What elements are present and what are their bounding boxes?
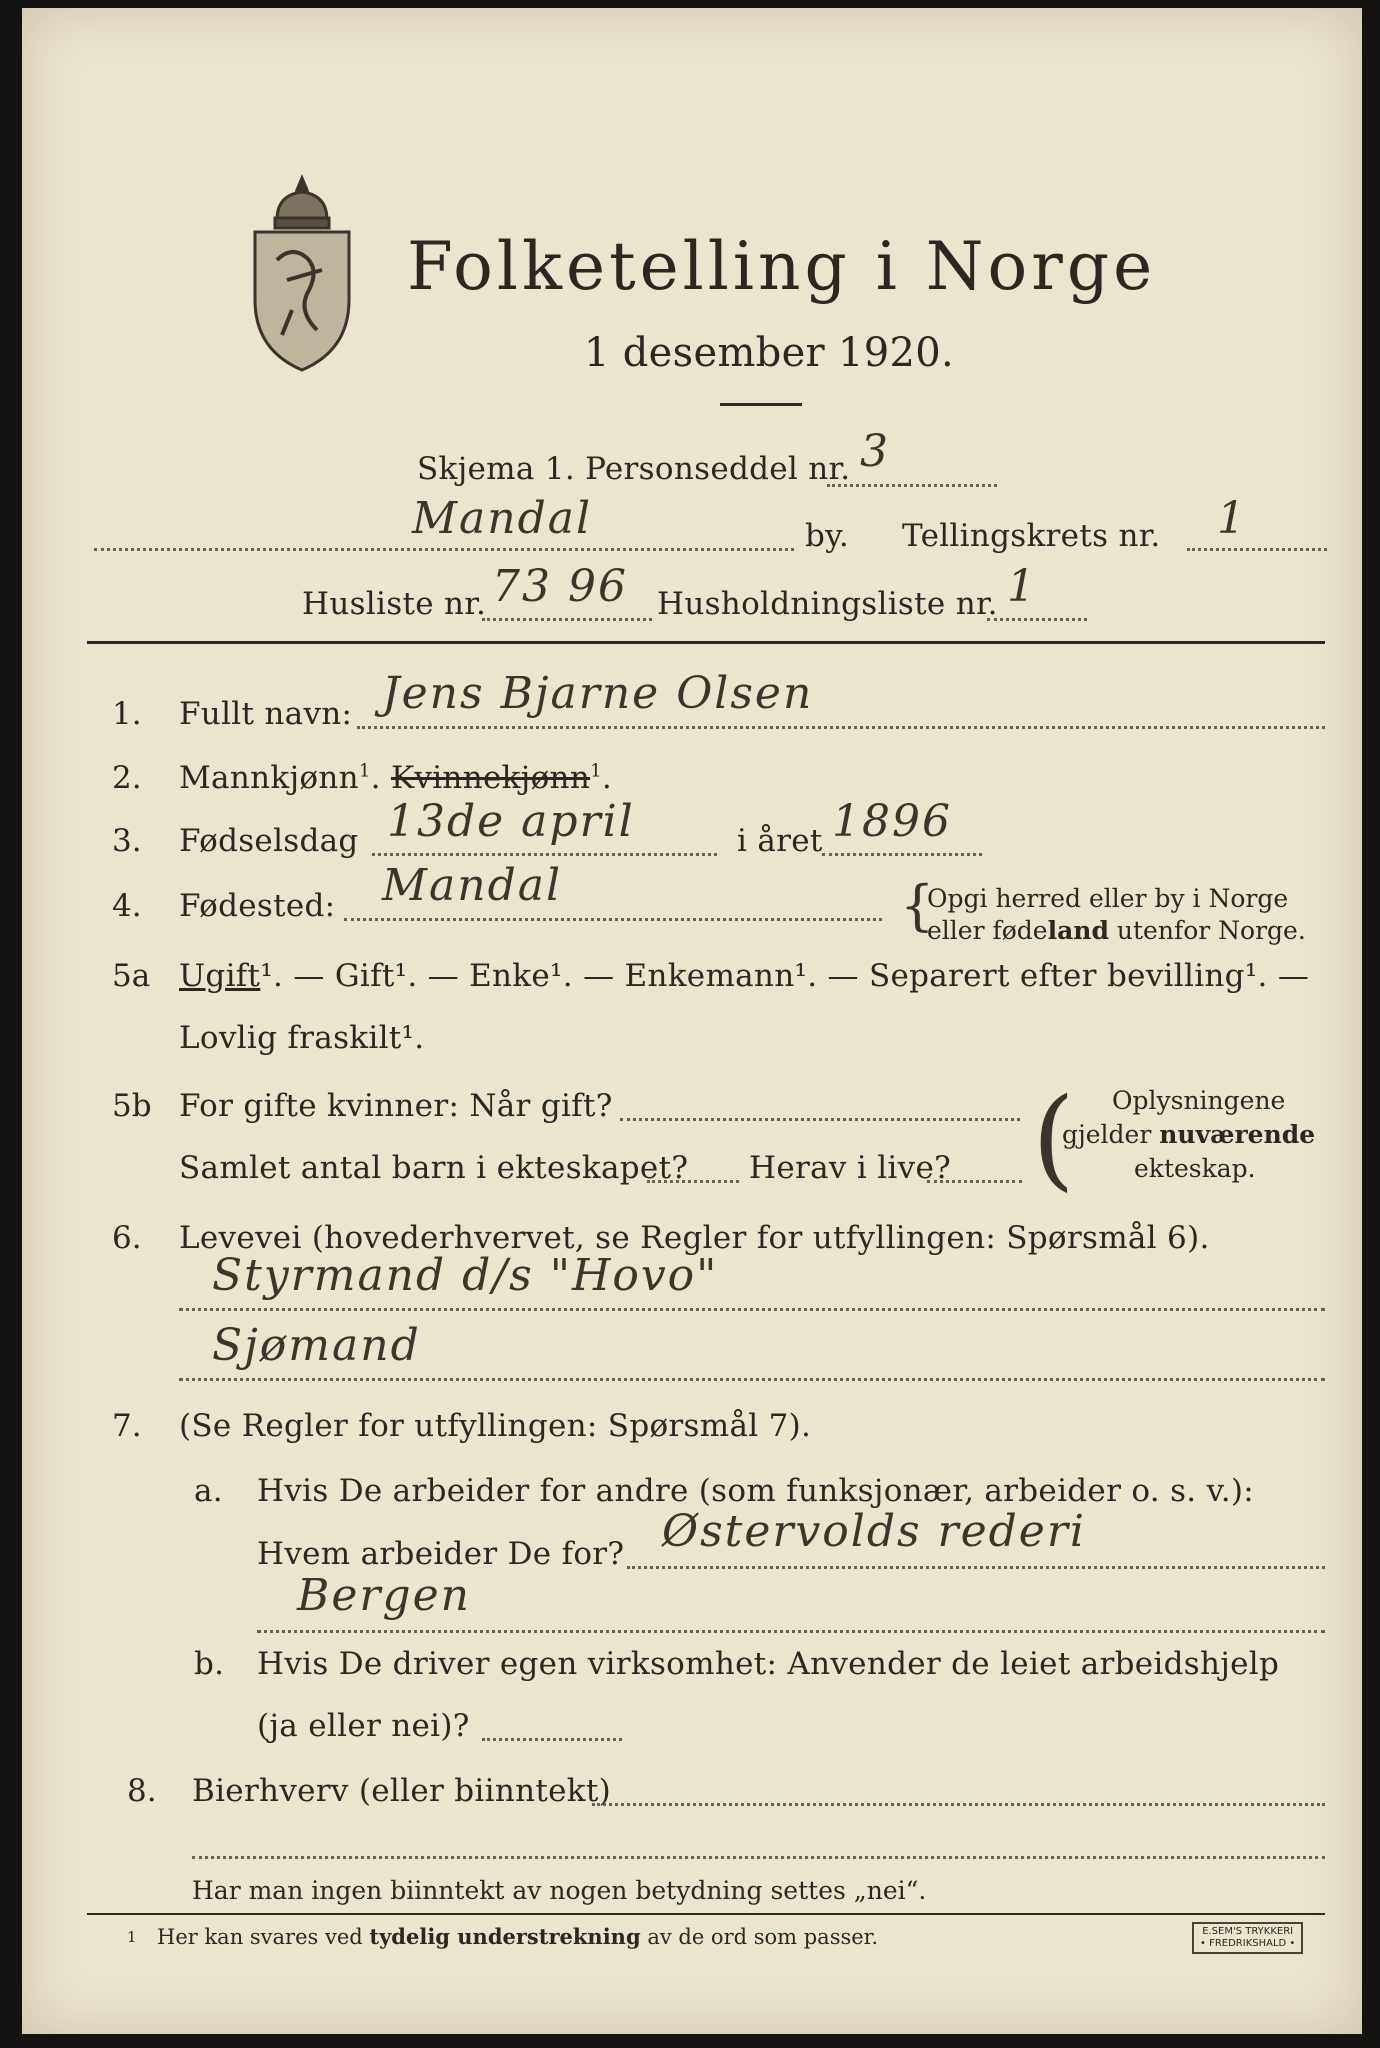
footnote-text: Her kan svares ved tydelig understrekning av de ord som passer. [157, 1924, 879, 1949]
q6-fill-line-2 [179, 1378, 1325, 1381]
footnote-mark: 1 [127, 1928, 137, 1946]
employer-value-1: Østervolds rederi [662, 1506, 1086, 1557]
q7b-letter: b. [194, 1646, 225, 1682]
ugift-option-underlined: Ugift [179, 958, 261, 994]
q7a-letter: a. [194, 1473, 223, 1509]
q5b-married-fill-line [620, 1118, 1020, 1121]
tellingskrets-fill-line [1187, 548, 1327, 551]
q5b-married-label: For gifte kvinner: Når gift? [179, 1088, 613, 1124]
q6-label: Levevei (hovederhvervet, se Regler for utfyllingen: Spørsmål 6). [179, 1220, 1210, 1256]
q5a-number: 5a [112, 958, 151, 994]
q7b-text: Hvis De driver egen virksomhet: Anvender de leiet arbeidshjelp [257, 1646, 1280, 1682]
q5b-note-line3: ekteskap. [1134, 1154, 1256, 1183]
q4-number: 4. [112, 888, 142, 924]
q8-fill-line-2 [192, 1856, 1325, 1859]
q7a-fill-line-2 [257, 1630, 1325, 1633]
q8-fill-line-1 [592, 1803, 1325, 1806]
female-option-struck: Kvinnekjønn [390, 760, 591, 796]
form-title: Folketelling i Norge [407, 228, 1157, 305]
by-name: Mandal [412, 493, 593, 544]
q3-label: Fødselsdag [179, 823, 359, 859]
q5b-number: 5b [112, 1088, 152, 1124]
q4-label: Fødested: [179, 888, 336, 924]
q3-number: 3. [112, 823, 142, 859]
husholdningsliste-number: 1 [1007, 561, 1037, 612]
census-form-page [22, 8, 1362, 2034]
year-fill-line [822, 853, 982, 856]
q7b-question: (ja eller nei)? [257, 1708, 470, 1744]
skjema-label: Skjema 1. Personseddel nr. [417, 451, 851, 487]
header-rule [87, 641, 1325, 644]
printer-stamp [1192, 1922, 1303, 1954]
by-label: by. [805, 518, 849, 554]
norway-coat-of-arms-icon [247, 170, 357, 380]
q4-note-line1: Opgi herred eller by i Norge [927, 884, 1289, 913]
husliste-number: 73 96 [492, 561, 628, 612]
title-divider [720, 403, 802, 406]
year-label: i året [737, 823, 823, 859]
q1-fill-line [357, 726, 1325, 729]
occupation-value-2: Sjømand [212, 1320, 421, 1371]
q7-number: 7. [112, 1408, 142, 1444]
personseddel-number: 3 [860, 426, 890, 477]
by-fill-line [94, 548, 794, 551]
q2-number: 2. [112, 760, 142, 796]
husholdningsliste-fill-line [987, 618, 1087, 621]
q8-number: 8. [127, 1773, 157, 1809]
census-date: 1 desember 1920. [584, 330, 954, 376]
occupation-value-1: Styrmand d/s "Hovo" [212, 1250, 719, 1301]
q5b-note-line1: Oplysningene [1112, 1086, 1286, 1115]
employer-value-2: Bergen [297, 1570, 471, 1621]
tellingskrets-number: 1 [1217, 493, 1247, 544]
q4-note-line2: eller fødeland utenfor Norge. [927, 916, 1306, 945]
footnote-rule [87, 1913, 1325, 1915]
q7a-fill-line-1 [627, 1566, 1325, 1569]
q5b-alive-fill-line [927, 1180, 1022, 1183]
q7-label: (Se Regler for utfyllingen: Spørsmål 7). [179, 1408, 812, 1444]
printer-stamp-line1: E.SEM'S TRYKKERI [1202, 1926, 1294, 1937]
male-option: Mannkjønn [179, 760, 359, 796]
printer-stamp-line2: • FREDRIKSHALD • [1200, 1938, 1296, 1949]
q7a-text: Hvis De arbeider for andre (som funksjonær, arbeider o. s. v.): [257, 1473, 1255, 1509]
q5a-options: Ugift¹. — Gift¹. — Enke¹. — Enkemann¹. — Separert efter bevilling¹. — [179, 958, 1310, 994]
husholdningsliste-label: Husholdningsliste nr. [657, 586, 998, 622]
q5b-note-brace: ( [1032, 1074, 1075, 1202]
q5b-alive-label: Herav i live? [749, 1150, 952, 1186]
q5a-line2: Lovlig fraskilt¹. [179, 1020, 425, 1056]
q8-note: Har man ingen biinntekt av nogen betydning settes „nei“. [192, 1876, 927, 1905]
q2-options: Mannkjønn$^1$. Kvinnekjønn$^1$. [179, 760, 613, 796]
q5b-children-label: Samlet antal barn i ekteskapet? [179, 1150, 689, 1186]
q5b-children-fill-line [647, 1180, 739, 1183]
birthplace-value: Mandal [382, 860, 563, 911]
q7b-fill-line [482, 1738, 622, 1741]
tellingskrets-label: Tellingskrets nr. [902, 518, 1161, 554]
q4-fill-line [344, 918, 882, 921]
q6-number: 6. [112, 1220, 142, 1256]
q1-label: Fullt navn: [179, 696, 353, 732]
birthday-value: 13de april [387, 796, 635, 847]
q6-fill-line-1 [179, 1308, 1325, 1311]
skjema-fill-line [827, 484, 997, 487]
q7a-question: Hvem arbeider De for? [257, 1536, 625, 1572]
q5b-note-line2: gjelder nuværende [1062, 1120, 1316, 1149]
q3-fill-line [372, 853, 717, 856]
q1-number: 1. [112, 696, 142, 732]
q8-label: Bierhverv (eller biinntekt) [192, 1773, 612, 1809]
birth-year-value: 1896 [832, 796, 952, 847]
full-name-value: Jens Bjarne Olsen [382, 668, 814, 719]
husliste-label: Husliste nr. [302, 586, 487, 622]
q4-note-brace: { [900, 874, 935, 937]
husliste-fill-line [482, 618, 652, 621]
